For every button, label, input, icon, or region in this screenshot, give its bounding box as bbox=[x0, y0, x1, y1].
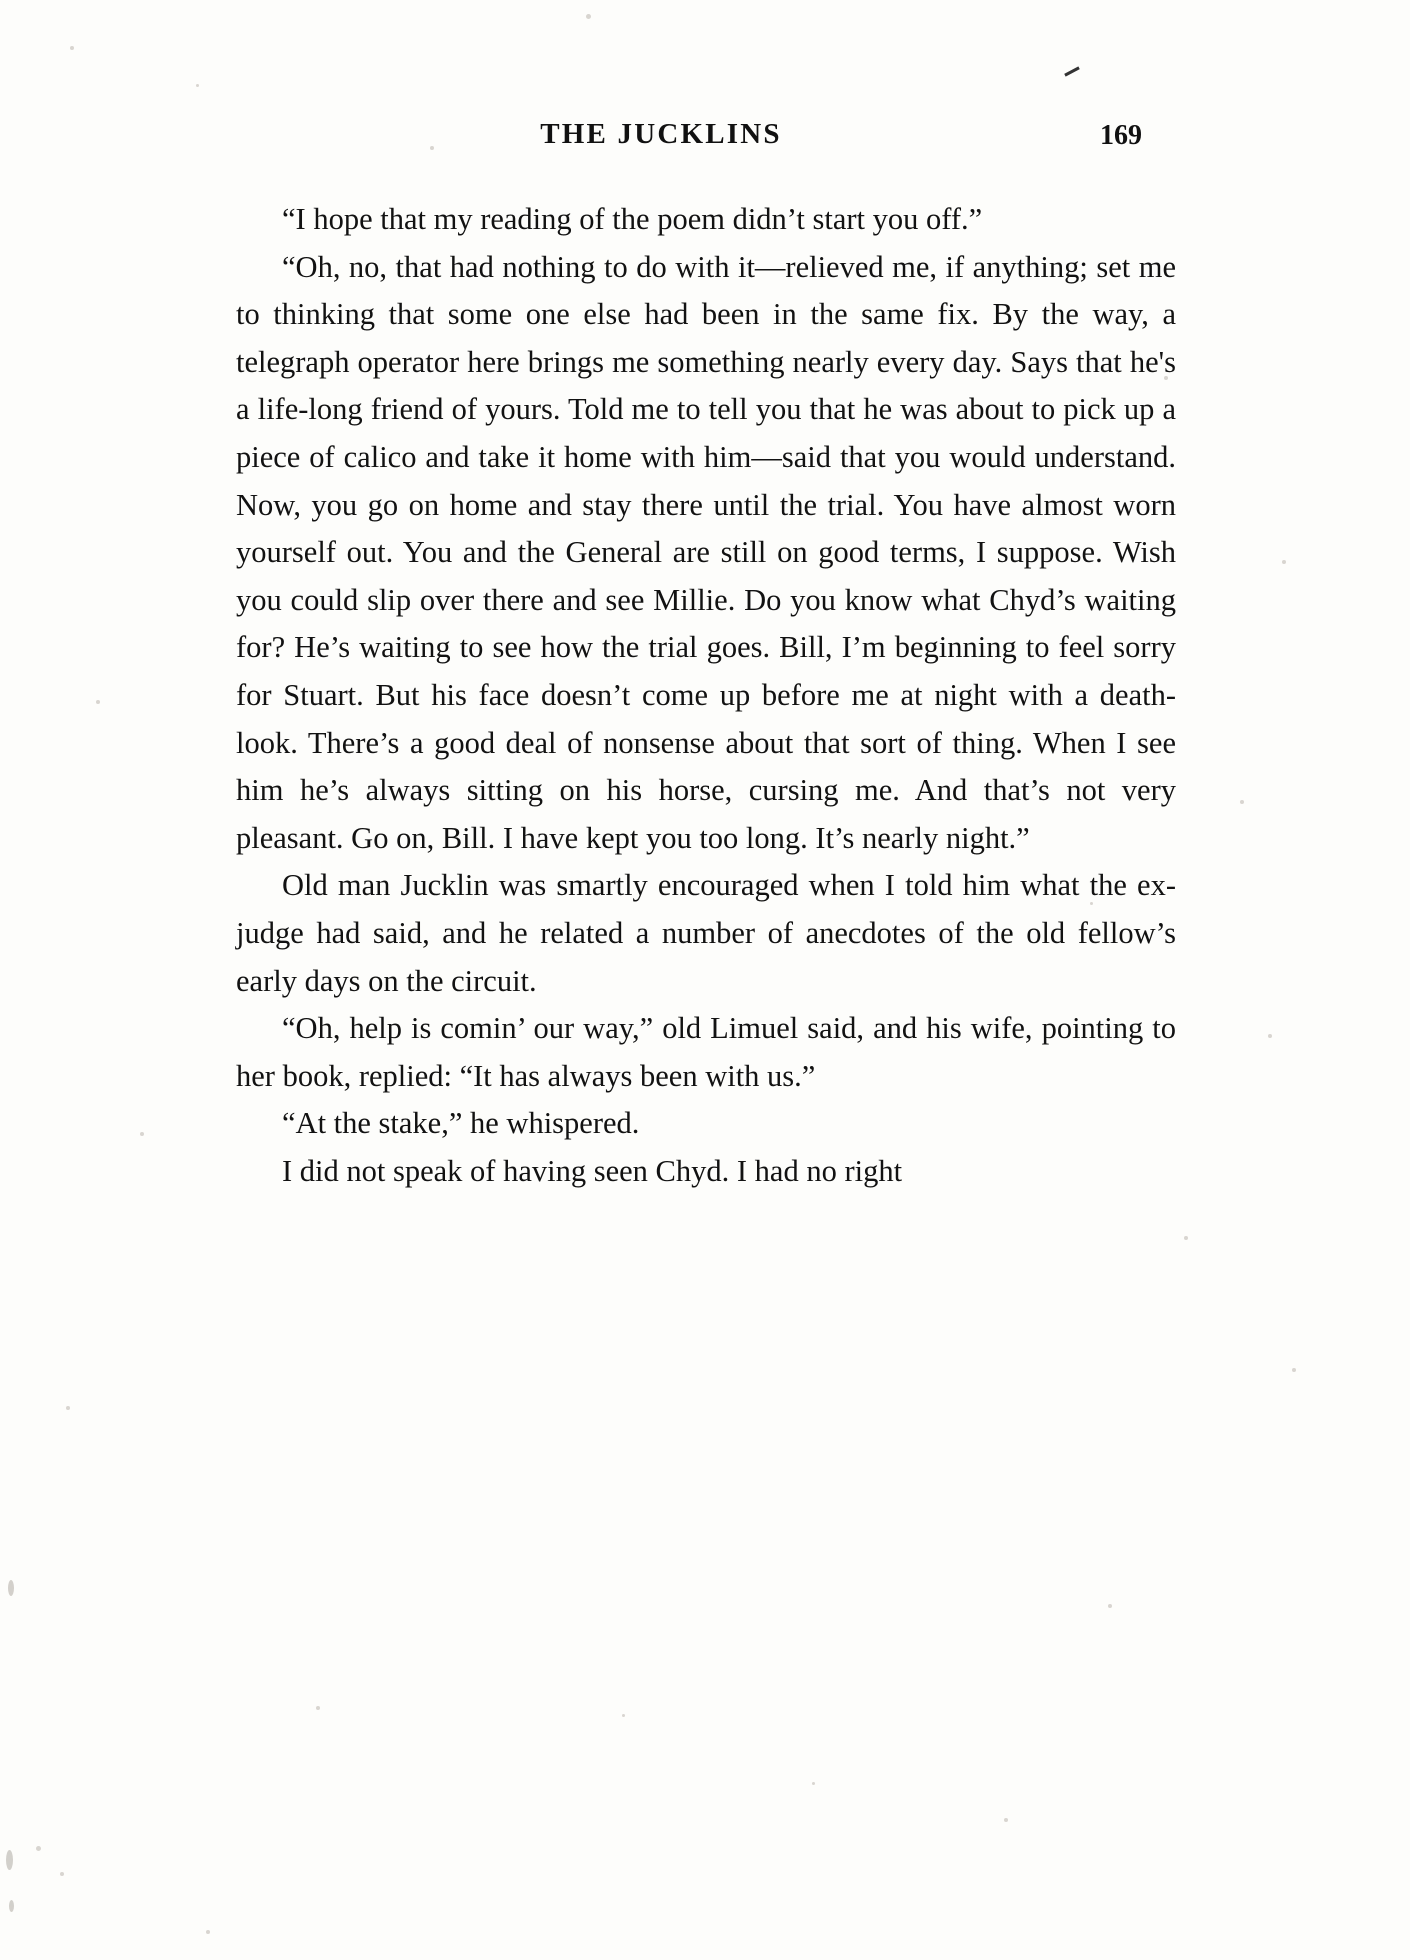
scan-speck bbox=[316, 1706, 320, 1710]
paragraph: “Oh, no, that had nothing to do with it—relieved me, if anything; set me to thinking that some one else had been in the same fix. By the way, a telegraph operator here brings me something nearly every day. Says that he's a life-long friend of yours. Told me to tell you that he was about to pick up a piece of calico and take it home with him—said that you would understand. Now, you go on home and stay there until the trial. You have almost worn yourself out. You and the General are still on good terms, I suppose. Wish you could slip over there and see Millie. Do you know what Chyd’s waiting for? He’s waiting to see how the trial goes. Bill, I’m beginning to feel sorry for Stuart. But his face doesn’t come up before me at night with a death-look. There’s a good deal of nonsense about that sort of thing. When I see him he’s always sitting on his horse, cursing me. And that’s not very pleasant. Go on, Bill. I have kept you too long. It’s nearly night.” bbox=[236, 249, 1176, 855]
scan-speck bbox=[1268, 1034, 1272, 1038]
scan-speck bbox=[1004, 1818, 1008, 1822]
scan-speck bbox=[36, 1846, 41, 1851]
scan-speck bbox=[812, 1782, 815, 1785]
body-text bbox=[236, 196, 1176, 1195]
ink-mark bbox=[1064, 66, 1080, 76]
scan-speck bbox=[1184, 1236, 1188, 1240]
scan-speck bbox=[140, 1132, 144, 1136]
page-header bbox=[0, 118, 1410, 158]
paragraph: “At the stake,” he whispered. bbox=[282, 1106, 640, 1141]
scan-speck bbox=[1240, 800, 1244, 804]
paragraph: Old man Jucklin was smartly encouraged when I told him what the ex-judge had said, and he related a number of anecdotes of the old fellow’s early days on the circuit. bbox=[236, 868, 1176, 998]
paragraph: “I hope that my reading of the poem didn’t start you off.” bbox=[282, 202, 983, 236]
scan-speck bbox=[1108, 1604, 1112, 1608]
running-title: THE JUCKLINS bbox=[540, 118, 782, 150]
scan-speck bbox=[196, 84, 199, 87]
scan-speck bbox=[66, 1406, 70, 1410]
scan-speck bbox=[1292, 1368, 1296, 1372]
scan-speck bbox=[206, 1930, 210, 1934]
page-number: 169 bbox=[1100, 120, 1142, 151]
scan-speck bbox=[96, 700, 100, 704]
scan-speck bbox=[622, 1714, 625, 1717]
paragraph: “Oh, help is comin’ our way,” old Limuel said, and his wife, pointing to her book, replied: “It has always been with us.” bbox=[236, 1011, 1176, 1093]
scan-speck bbox=[1282, 560, 1286, 564]
paragraph: I did not speak of having seen Chyd. I had no right bbox=[282, 1153, 903, 1188]
scan-speck bbox=[60, 1872, 64, 1876]
binding-edge-artifact bbox=[4, 1560, 20, 1940]
scan-speck bbox=[586, 14, 591, 19]
scan-speck bbox=[70, 46, 74, 50]
